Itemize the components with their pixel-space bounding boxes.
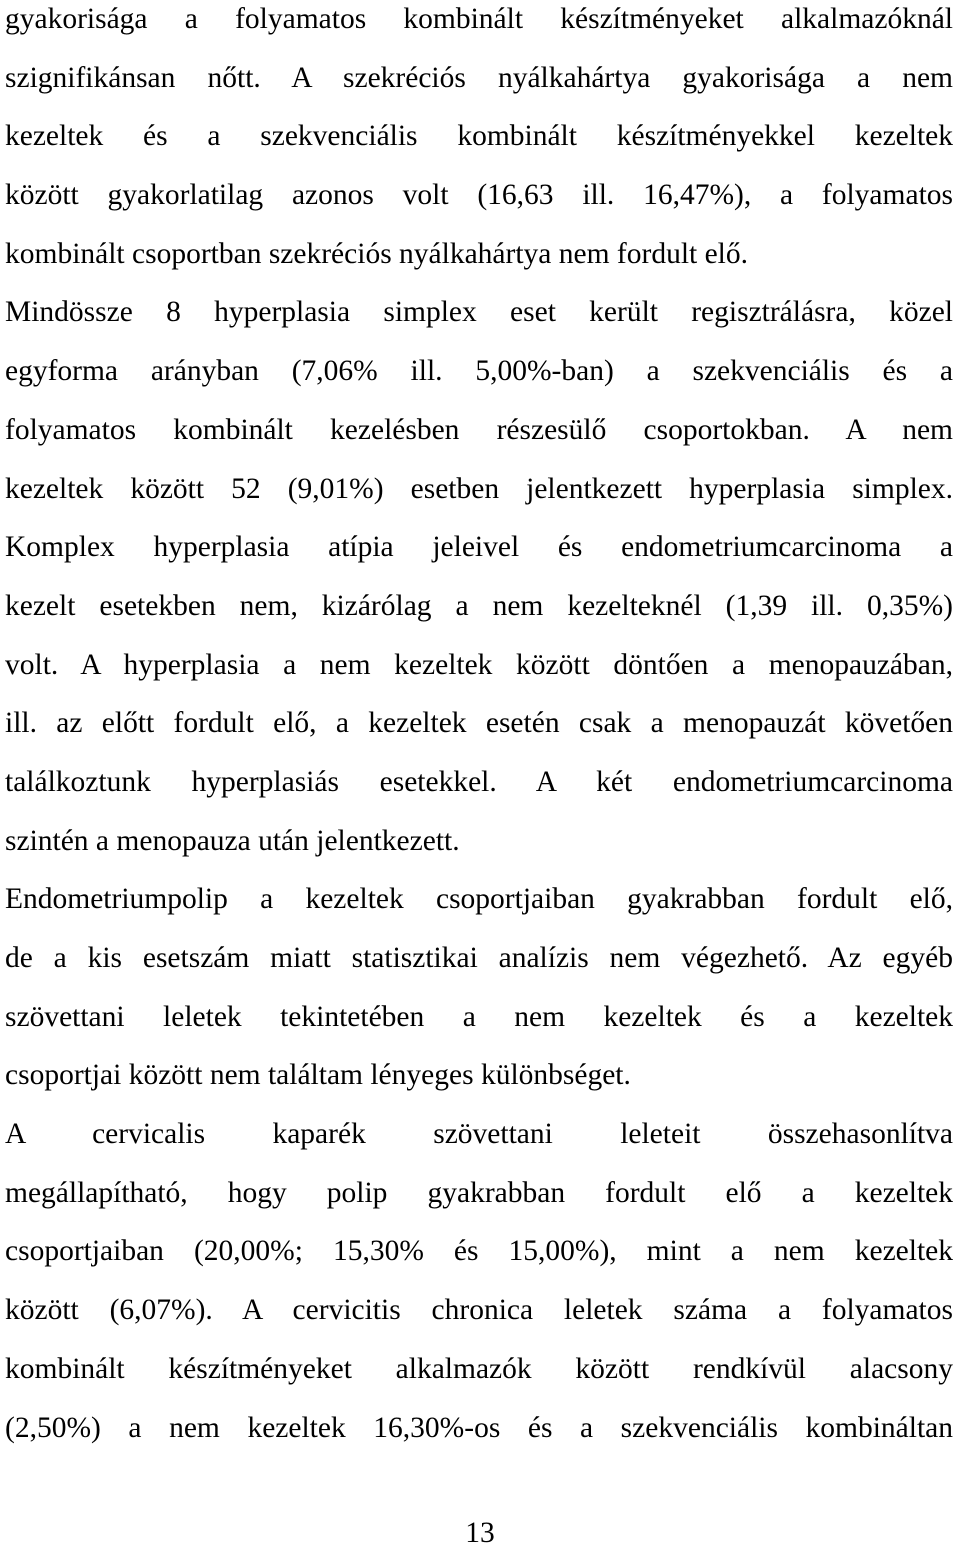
- text-line: között gyakorlatilag azonos volt (16,63 ill. 16,47%), a folyamatos: [5, 179, 953, 212]
- text-line: (2,50%) a nem kezeltek 16,30%-os és a szekvenciális kombináltan: [5, 1411, 953, 1444]
- text-line: Endometriumpolip a kezeltek csoportjaiban gyakrabban fordult elő,: [5, 883, 953, 916]
- paragraph-results-endometrium: [5, 0, 953, 880]
- text-line: szignifikánsan nőtt. A szekréciós nyálkahártya gyakorisága a nem: [5, 61, 953, 94]
- text-line: között (6,07%). A cervicitis chronica leletek száma a folyamatos: [5, 1294, 953, 1327]
- text-line: megállapítható, hogy polip gyakrabban fordult elő a kezeltek: [5, 1176, 953, 1209]
- text-line: kezeltek között 52 (9,01%) esetben jelentkezett hyperplasia simplex.: [5, 472, 953, 505]
- text-line: kombinált csoportban szekréciós nyálkahártya nem fordult elő.: [5, 237, 749, 270]
- paragraph-cervicalis-kaparek: [5, 1115, 953, 1467]
- text-line: szövettani leletek tekintetében a nem kezeltek és a kezeltek: [5, 1000, 953, 1033]
- text-line: Komplex hyperplasia atípia jeleivel és endometriumcarcinoma a: [5, 531, 953, 564]
- body-text: [5, 0, 953, 1467]
- text-line: egyforma arányban (7,06% ill. 5,00%-ban) a szekvenciális és a: [5, 355, 953, 388]
- text-line: találkoztunk hyperplasiás esetekkel. A két endometriumcarcinoma: [5, 765, 953, 798]
- text-line: ill. az előtt fordult elő, a kezeltek esetén csak a menopauzát követően: [5, 707, 953, 740]
- text-line: kezelt esetekben nem, kizárólag a nem kezelteknél (1,39 ill. 0,35%): [5, 589, 953, 622]
- paragraph-endometriumpolip: [5, 880, 953, 1115]
- text-line: kombinált készítményeket alkalmazók között rendkívül alacsony: [5, 1352, 953, 1385]
- text-line: szintén a menopauza után jelentkezett.: [5, 824, 460, 857]
- text-line: Mindössze 8 hyperplasia simplex eset került regisztrálásra, közel: [5, 296, 953, 329]
- text-line: gyakorisága a folyamatos kombinált készítményeket alkalmazóknál: [5, 3, 953, 35]
- page-number: 13: [465, 1517, 495, 1549]
- text-line: csoportjai között nem találtam lényeges különbséget.: [5, 1059, 631, 1092]
- text-line: volt. A hyperplasia a nem kezeltek között döntően a menopauzában,: [5, 648, 953, 681]
- text-line: de a kis esetszám miatt statisztikai analízis nem végezhető. Az egyéb: [5, 942, 953, 974]
- text-line: csoportjaiban (20,00%; 15,30% és 15,00%), mint a nem kezeltek: [5, 1235, 953, 1268]
- text-line: A cervicalis kaparék szövettani leleteit összehasonlítva: [5, 1118, 953, 1151]
- text-line: folyamatos kombinált kezelésben részesülő csoportokban. A nem: [5, 413, 953, 446]
- text-line: kezeltek és a szekvenciális kombinált készítményekkel kezeltek: [5, 120, 953, 153]
